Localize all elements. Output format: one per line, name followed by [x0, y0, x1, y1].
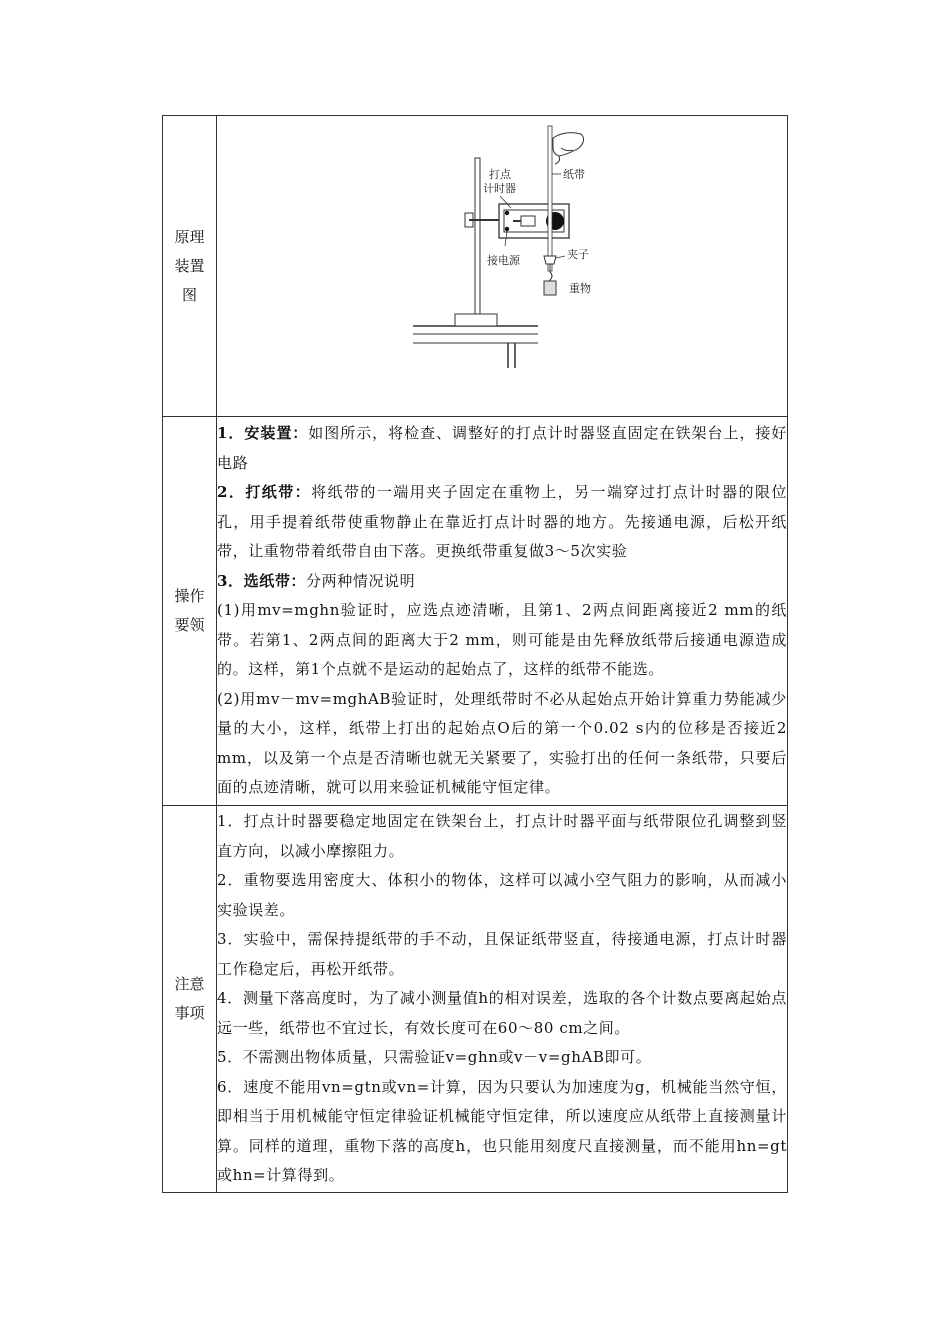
label-operation: [163, 417, 217, 806]
notes-item-6: 6．速度不能用vn=gtn或vn=计算，因为只要认为加速度为g，机械能当然守恒，即相当于用机械能守恒定律验证机械能守恒定律，所以速度应从纸带上直接测量计算。同样的道理，重物下落的高度h，也只能用刻度尺直接测量，而不能用hn=gt或hn=计算得到。: [217, 1077, 787, 1185]
label-line: 装置: [174, 256, 205, 275]
notes-item-3: 3．实验中，需保持提纸带的手不动，且保证纸带竖直，待接通电源，打点计时器工作稳定后，再松开纸带。: [217, 930, 787, 978]
label-clip: 夹子: [567, 248, 589, 261]
notes-content: [217, 806, 788, 1193]
label-tape: 纸带: [563, 168, 585, 181]
label-line: 注意: [174, 975, 205, 993]
apparatus-figure: [217, 116, 787, 416]
notes-item-1: 1．打点计时器要稳定地固定在铁架台上，打点计时器平面与纸带限位孔调整到竖直方向，以减小摩擦阻力。: [217, 812, 787, 860]
item-heading: 2．打纸带：: [217, 483, 312, 502]
item-heading: 1．安装置：: [217, 424, 309, 443]
operation-item-3b: (2)用mv－mv=mghAB验证时，处理纸带时不必从起始点开始计算重力势能减少量的大小，这样，纸带上打出的起始点O后的第一个0.02 s内的位移是否接近2 mm，以及第一个点是否清晰也就无关紧要了，实验打出的任何一条纸带，只要后面的点迹清晰，就可以用来验证机械能守恒定律。: [217, 689, 787, 797]
notes-item-4: 4．测量下落高度时，为了减小测量值h的相对误差，选取的各个计数点要离起始点远一些，纸带也不宜过长，有效长度可在60～80 cm之间。: [217, 989, 787, 1037]
operation-item-1: [217, 419, 787, 478]
label-line: 原理: [174, 227, 205, 246]
row-notes: [163, 806, 788, 1193]
label-line: 图: [181, 285, 197, 304]
label-line: 事项: [174, 1004, 205, 1022]
item-body: 分两种情况说明: [306, 571, 416, 590]
item-body: 将纸带的一端用夹子固定在重物上，另一端穿过打点计时器的限位孔，用手提着纸带使重物静止在靠近打点计时器的地方。先接通电源，后松开纸带，让重物带着纸带自由下落。更换纸带重复做3～5次实验: [217, 483, 787, 561]
label-line: 操作: [174, 587, 205, 605]
notes-item-5: 5．不需测出物体质量，只需验证v=ghn或v－v=ghAB即可。: [217, 1048, 652, 1067]
operation-item-3: [217, 567, 787, 597]
label-weight: 重物: [569, 282, 591, 295]
apparatus-figure-cell: [217, 116, 788, 417]
apparatus-diagram: [403, 116, 603, 376]
row-operation: [163, 417, 788, 806]
experiment-table: [162, 115, 788, 1193]
item-body: 如图所示，将检查、调整好的打点计时器竖直固定在铁架台上，接好电路: [217, 424, 787, 472]
operation-item-2: [217, 478, 787, 567]
row-apparatus: [163, 116, 788, 417]
operation-item-3a: (1)用mv=mghn验证时，应选点迹清晰，且第1、2两点间距离接近2 mm的纸带。若第1、2两点间的距离大于2 mm，则可能是由先释放纸带后接通电源造成的。这样，第1个点就不是运动的起始点了，这样的纸带不能选。: [217, 601, 787, 679]
label-notes: [163, 806, 217, 1193]
label-power: 接电源: [487, 254, 520, 267]
label-timer: 计时器: [483, 182, 516, 195]
label-apparatus: [163, 116, 217, 417]
item-heading: 3．选纸带：: [217, 571, 307, 590]
label-line: 要领: [174, 616, 205, 634]
operation-content: [217, 417, 788, 806]
label-timer: 打点: [489, 168, 511, 181]
notes-item-2: 2．重物要选用密度大、体积小的物体，这样可以减小空气阻力的影响，从而减小实验误差。: [217, 871, 787, 919]
